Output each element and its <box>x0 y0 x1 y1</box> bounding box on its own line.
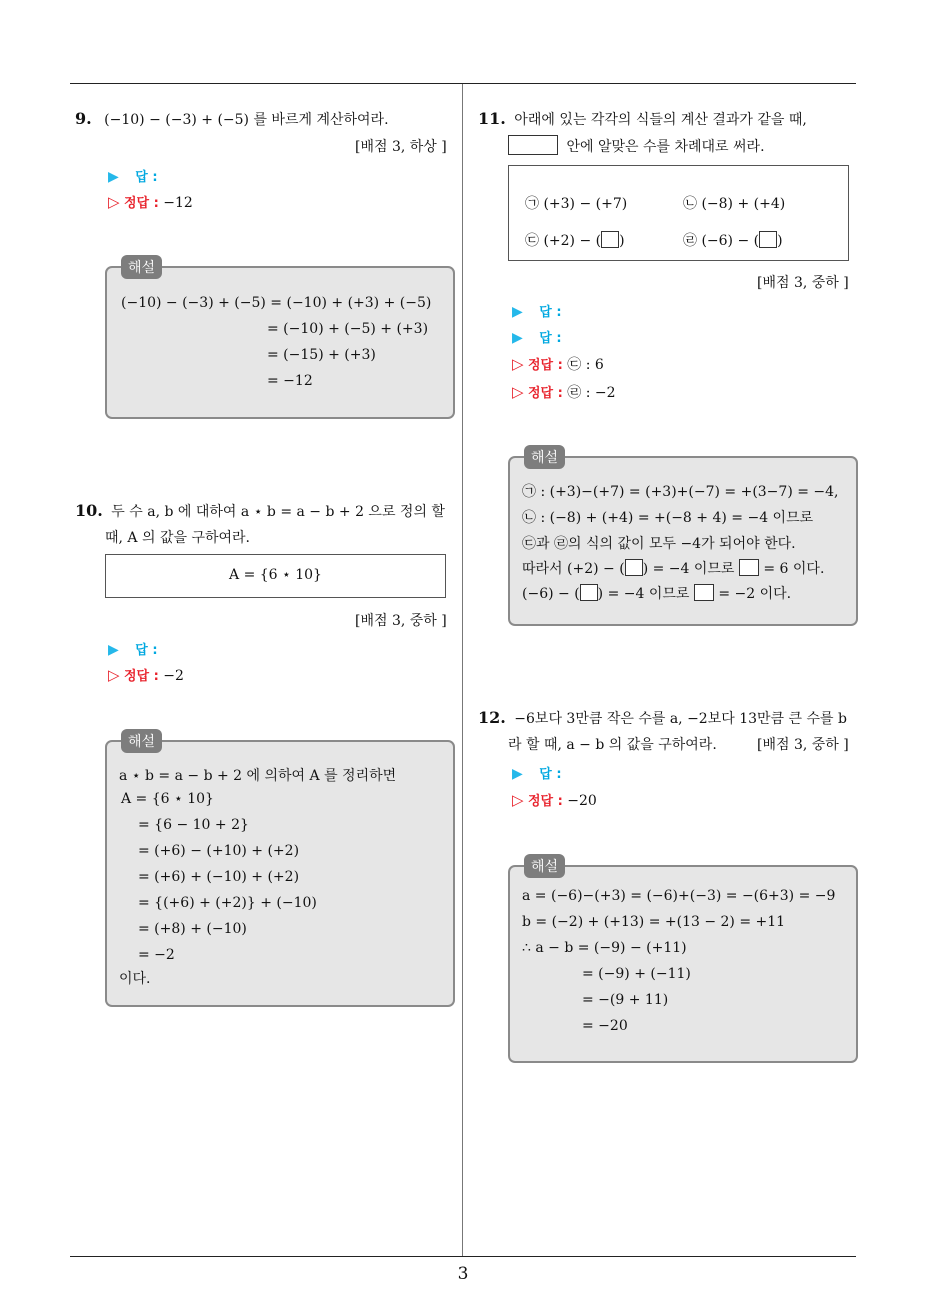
triangle-outline-icon: ▷ <box>512 383 524 401</box>
problem-number: 11. <box>478 109 506 128</box>
solution-tag: 해설 <box>121 729 162 753</box>
solution-line: = −2 <box>138 947 175 963</box>
problem-number: 10. <box>75 501 103 520</box>
expression-text: ㉢ (+2) − ( <box>525 233 602 249</box>
solution-text: 따라서 (+2) − ( <box>522 561 625 577</box>
solution-line: ㉠ : (+3)−(+7) = (+3)+(−7) = +(3−7) = −4, <box>522 484 839 500</box>
question-text: 안에 알맞은 수를 차례대로 써라. <box>566 139 765 155</box>
solution-text: = 6 이다. <box>763 561 825 577</box>
expression-2: ㉡ (−8) + (+4) <box>683 196 786 212</box>
solution-line: a = (−6)−(+3) = (−6)+(−3) = −(6+3) = −9 <box>522 888 836 904</box>
solution-tag: 해설 <box>121 255 162 279</box>
answer-row <box>512 763 562 782</box>
expression-text: ㉣ (−6) − ( <box>683 233 760 249</box>
correct-answer-row <box>108 192 193 211</box>
correct-value: −20 <box>567 793 597 809</box>
triangle-filled-icon: ▶ <box>108 642 119 658</box>
solution-text: (−6) − ( <box>522 586 580 602</box>
expressions-box <box>508 165 849 261</box>
expression-4 <box>683 230 783 250</box>
question-text: 때, A 의 값을 구하여라. <box>105 530 251 546</box>
correct-label: 정답 : <box>124 669 159 684</box>
solution-line: = −12 <box>267 373 313 389</box>
column-divider <box>462 84 463 1256</box>
solution-line: = (−10) + (−5) + (+3) <box>267 321 429 337</box>
solution-box <box>508 450 858 626</box>
solution-box <box>105 734 455 1007</box>
problem-number: 9. <box>75 109 92 128</box>
correct-value: ㉢ : 6 <box>567 357 604 373</box>
blank-box-icon <box>580 584 598 601</box>
answer-row <box>108 639 158 658</box>
correct-value: −2 <box>163 668 184 684</box>
problem-number: 12. <box>478 708 506 727</box>
expression-3 <box>525 230 625 250</box>
triangle-outline-icon: ▷ <box>512 791 524 809</box>
triangle-filled-icon: ▶ <box>512 766 523 782</box>
solution-text: ) = −4 이므로 <box>642 561 735 577</box>
correct-label: 정답 : <box>528 386 563 401</box>
correct-answer-row <box>108 665 184 684</box>
solution-line <box>522 583 791 603</box>
paren-close: ) <box>619 233 625 249</box>
solution-tag: 해설 <box>524 445 565 469</box>
solution-line: = (+6) + (−10) + (+2) <box>138 869 300 885</box>
triangle-filled-icon: ▶ <box>512 330 523 346</box>
solution-line: = (+8) + (−10) <box>138 921 247 937</box>
question-text: 라 할 때, a − b 의 값을 구하여라. <box>508 737 717 753</box>
correct-label: 정답 : <box>528 358 563 373</box>
score-difficulty: [배점 3, 하상 ] <box>355 139 447 155</box>
correct-answer-row <box>512 354 604 374</box>
paren-close: ) <box>777 233 783 249</box>
solution-line: = −20 <box>582 1018 628 1034</box>
blank-box-icon <box>625 559 643 576</box>
solution-box <box>105 260 455 419</box>
score-difficulty: [배점 3, 중하 ] <box>757 275 849 291</box>
question-text: (−10) − (−3) + (−5) 를 바르게 계산하여라. <box>104 112 389 128</box>
triangle-outline-icon: ▷ <box>512 355 524 373</box>
solution-text: = −2 이다. <box>718 586 792 602</box>
triangle-outline-icon: ▷ <box>108 193 120 211</box>
blank-box-icon <box>759 231 777 248</box>
answer-label: 답 : <box>135 643 158 658</box>
solution-line: ∴ a − b = (−9) − (+11) <box>522 940 687 956</box>
score-difficulty: [배점 3, 중하 ] <box>757 737 849 753</box>
answer-row <box>512 301 562 320</box>
page-number: 3 <box>457 1264 469 1284</box>
blank-box-icon <box>694 584 714 601</box>
solution-line: = (−9) + (−11) <box>582 966 691 982</box>
solution-line: = {6 − 10 + 2} <box>138 817 249 833</box>
expression-1: ㉠ (+3) − (+7) <box>525 196 628 212</box>
solution-line: = (+6) − (+10) + (+2) <box>138 843 300 859</box>
solution-line <box>522 558 824 578</box>
solution-line: = (−15) + (+3) <box>267 347 376 363</box>
solution-line: ㉡ : (−8) + (+4) = +(−8 + 4) = −4 이므로 <box>522 510 814 526</box>
solution-line: b = (−2) + (+13) = +(13 − 2) = +11 <box>522 914 786 930</box>
solution-tag: 해설 <box>524 854 565 878</box>
blank-box-icon <box>508 135 558 155</box>
question-text: 두 수 a, b 에 대하여 a ⋆ b = a − b + 2 으로 정의 할 <box>111 504 445 520</box>
blank-box-icon <box>601 231 619 248</box>
bottom-rule <box>70 1256 856 1257</box>
definition-box <box>105 554 446 598</box>
solution-line: A = {6 ⋆ 10} <box>121 791 214 807</box>
triangle-filled-icon: ▶ <box>512 304 523 320</box>
solution-line: = −(9 + 11) <box>582 992 669 1008</box>
score-difficulty: [배점 3, 중하 ] <box>355 613 447 629</box>
triangle-outline-icon: ▷ <box>108 666 120 684</box>
top-rule <box>70 83 856 84</box>
boxed-expression: A = {6 ⋆ 10} <box>229 567 322 583</box>
question-text: 아래에 있는 각각의 식들의 계산 결과가 같을 때, <box>514 112 807 128</box>
solution-line: = {(+6) + (+2)} + (−10) <box>138 895 317 911</box>
solution-line: ㉢과 ㉣의 식의 값이 모두 −4가 되어야 한다. <box>522 536 796 552</box>
question-text: −6보다 3만큼 작은 수를 a, −2보다 13만큼 큰 수를 b <box>514 711 847 727</box>
solution-line: a ⋆ b = a − b + 2 에 의하여 A 를 정리하면 <box>119 768 397 784</box>
answer-label: 답 : <box>539 767 562 782</box>
correct-value: ㉣ : −2 <box>567 385 616 401</box>
answer-row <box>512 327 562 346</box>
solution-text: ) = −4 이므로 <box>597 586 690 602</box>
correct-answer-row <box>512 382 616 402</box>
answer-label: 답 : <box>539 305 562 320</box>
correct-answer-row <box>512 790 597 809</box>
solution-line: 이다. <box>119 971 151 987</box>
answer-label: 답 : <box>539 331 562 346</box>
correct-label: 정답 : <box>124 196 159 211</box>
solution-box <box>508 859 858 1063</box>
answer-row <box>108 166 158 185</box>
correct-value: −12 <box>163 195 193 211</box>
blank-box-icon <box>739 559 759 576</box>
triangle-filled-icon: ▶ <box>108 169 119 185</box>
correct-label: 정답 : <box>528 794 563 809</box>
solution-line: (−10) − (−3) + (−5) = (−10) + (+3) + (−5) <box>121 295 432 311</box>
answer-label: 답 : <box>135 170 158 185</box>
